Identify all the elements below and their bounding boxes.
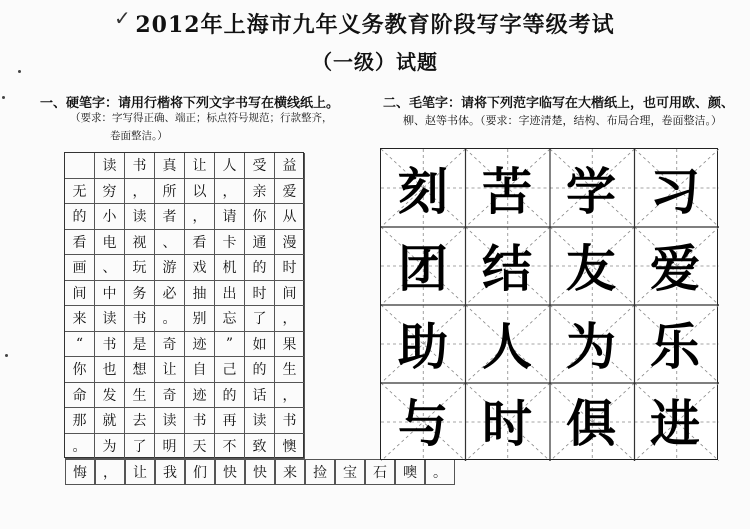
grid-cell: 为 [95, 434, 125, 460]
grid-cell: ， [185, 204, 215, 230]
section1-heading: 一、硬笔字：请用行楷将下列文字书写在横线纸上。 [40, 96, 340, 111]
grid-cell: 中 [95, 281, 125, 307]
grid-cell: 了 [125, 434, 155, 460]
grid-cell: 话 [245, 383, 275, 409]
model-character: 俱 [566, 394, 616, 454]
grid-cell: 那 [65, 408, 95, 434]
grid-cell: 也 [95, 357, 125, 383]
grid-cell: 命 [65, 383, 95, 409]
model-character: 时 [482, 394, 532, 454]
grid-cell: 所 [155, 179, 185, 205]
grid-cell: 让 [185, 153, 215, 179]
grid-cell: 、 [155, 230, 185, 256]
grid-cell: 者 [155, 204, 185, 230]
grid-cell: 想 [125, 357, 155, 383]
grid-cell: 的 [245, 255, 275, 281]
scan-speck [18, 70, 21, 73]
grid-cell: 悔 [65, 459, 95, 485]
grid-cell: 迹 [185, 332, 215, 358]
grid-cell: ， [95, 459, 125, 485]
grid-cell: 时 [275, 255, 305, 281]
grid-cell: 电 [95, 230, 125, 256]
grid-cell: 书 [125, 306, 155, 332]
grid-cell: ” [215, 332, 245, 358]
grid-cell: 漫 [275, 230, 305, 256]
model-character: 结 [482, 239, 532, 299]
grid-cell: 务 [125, 281, 155, 307]
model-character: 人 [482, 316, 532, 376]
grid-cell: 。 [65, 434, 95, 460]
grid-cell: 的 [245, 357, 275, 383]
grid-cell: 从 [275, 204, 305, 230]
grid-cell: 间 [65, 281, 95, 307]
grid-cell: 间 [275, 281, 305, 307]
grid-cell: ， [125, 179, 155, 205]
model-character: 学 [566, 161, 616, 221]
grid-cell: 读 [95, 306, 125, 332]
grid-cell: 通 [245, 230, 275, 256]
grid-cell: 懊 [275, 434, 305, 460]
grid-cell: 的 [65, 204, 95, 230]
section1-requirement-line2: 卷面整洁。） [110, 130, 168, 142]
grid-cell: 去 [125, 408, 155, 434]
grid-cell: 果 [275, 332, 305, 358]
grid-cell: 生 [125, 383, 155, 409]
grid-cell: 、 [95, 255, 125, 281]
grid-cell [65, 153, 95, 179]
model-character: 与 [398, 394, 448, 454]
grid-cell: 生 [275, 357, 305, 383]
grid-cell: 卡 [215, 230, 245, 256]
section2-heading-line2: 柳、赵等书体。（要求：字迹清楚，结构、布局合理，卷面整洁。） [403, 114, 722, 127]
grid-cell: 再 [215, 408, 245, 434]
grid-cell: 受 [245, 153, 275, 179]
grid-cell: 你 [65, 357, 95, 383]
grid-cell: 就 [95, 408, 125, 434]
grid-cell: “ [65, 332, 95, 358]
grid-cell: 书 [125, 153, 155, 179]
grid-cell: 画 [65, 255, 95, 281]
grid-cell: 真 [155, 153, 185, 179]
grid-cell: 亲 [245, 179, 275, 205]
grid-cell: 爱 [275, 179, 305, 205]
model-character: 友 [566, 239, 616, 299]
grid-cell: 戏 [185, 255, 215, 281]
hardpen-practice-grid [64, 152, 447, 481]
grid-cell: 让 [155, 357, 185, 383]
grid-cell: 。 [425, 459, 455, 485]
model-character: 为 [566, 316, 616, 376]
section2-heading: 二、毛笔字：请将下列范字临写在大楷纸上，也可用欧、颜、 [383, 96, 735, 111]
grid-cell: 们 [185, 459, 215, 485]
grid-cell: 机 [215, 255, 245, 281]
model-character: 团 [398, 239, 448, 299]
grid-cell: 益 [275, 153, 305, 179]
grid-cell: ， [215, 179, 245, 205]
page-title: 2012年上海市九年义务教育阶段写字等级考试 [135, 12, 615, 38]
grid-cell: 读 [245, 408, 275, 434]
grid-cell: 自 [185, 357, 215, 383]
grid-cell: 书 [95, 332, 125, 358]
grid-cell: 忘 [215, 306, 245, 332]
grid-cell: 抽 [185, 281, 215, 307]
grid-cell: 请 [215, 204, 245, 230]
grid-cell: 玩 [125, 255, 155, 281]
grid-cell: 书 [275, 408, 305, 434]
grid-cell: 我 [155, 459, 185, 485]
grid-cell: 明 [155, 434, 185, 460]
section1-requirement-line1: （要求：字写得正确、端正；标点符号规范；行款整齐， [70, 112, 333, 124]
grid-cell: 捡 [305, 459, 335, 485]
model-character: 刻 [398, 161, 448, 221]
grid-cell: 游 [155, 255, 185, 281]
grid-cell: 时 [245, 281, 275, 307]
grid-cell: 是 [125, 332, 155, 358]
grid-cell: 宝 [335, 459, 365, 485]
grid-cell: 视 [125, 230, 155, 256]
page-subtitle: （一级）试题 [312, 50, 438, 74]
scan-speck [5, 354, 8, 357]
grid-cell: 。 [155, 306, 185, 332]
grid-cell: 噢 [395, 459, 425, 485]
grid-cell: 读 [125, 204, 155, 230]
grid-cell: 快 [215, 459, 245, 485]
grid-cell: 人 [215, 153, 245, 179]
grid-cell: 书 [185, 408, 215, 434]
grid-cell: 石 [365, 459, 395, 485]
grid-cell: 以 [185, 179, 215, 205]
model-character: 进 [650, 394, 700, 454]
grid-cell: 让 [125, 459, 155, 485]
grid-cell: 无 [65, 179, 95, 205]
grid-cell: 别 [185, 306, 215, 332]
grid-cell: ， [275, 383, 305, 409]
grid-cell: 你 [245, 204, 275, 230]
model-character: 爱 [650, 239, 700, 299]
model-character: 乐 [650, 316, 700, 376]
grid-cell: 如 [245, 332, 275, 358]
grid-cell: 天 [185, 434, 215, 460]
grid-cell: 迹 [185, 383, 215, 409]
grid-cell: 读 [95, 153, 125, 179]
grid-cell: 快 [245, 459, 275, 485]
grid-cell: 出 [215, 281, 245, 307]
brush-model-grid [380, 148, 718, 460]
grid-cell: 奇 [155, 332, 185, 358]
grid-cell: 了 [245, 306, 275, 332]
grid-cell: 穷 [95, 179, 125, 205]
grid-cell: 看 [65, 230, 95, 256]
grid-cell: 读 [155, 408, 185, 434]
grid-cell: 不 [215, 434, 245, 460]
scan-speck [2, 96, 5, 99]
grid-cell: 来 [275, 459, 305, 485]
grid-cell: 来 [65, 306, 95, 332]
grid-cell: 看 [185, 230, 215, 256]
grid-cell: 致 [245, 434, 275, 460]
grid-cell: 奇 [155, 383, 185, 409]
grid-cell: ， [275, 306, 305, 332]
grid-cell: 己 [215, 357, 245, 383]
check-mark-icon: ✓ [114, 6, 131, 30]
grid-cell: 发 [95, 383, 125, 409]
grid-cell: 小 [95, 204, 125, 230]
model-character: 习 [650, 161, 700, 221]
model-character: 助 [398, 316, 448, 376]
grid-cell: 必 [155, 281, 185, 307]
grid-cell: 的 [215, 383, 245, 409]
model-character: 苦 [482, 161, 532, 221]
